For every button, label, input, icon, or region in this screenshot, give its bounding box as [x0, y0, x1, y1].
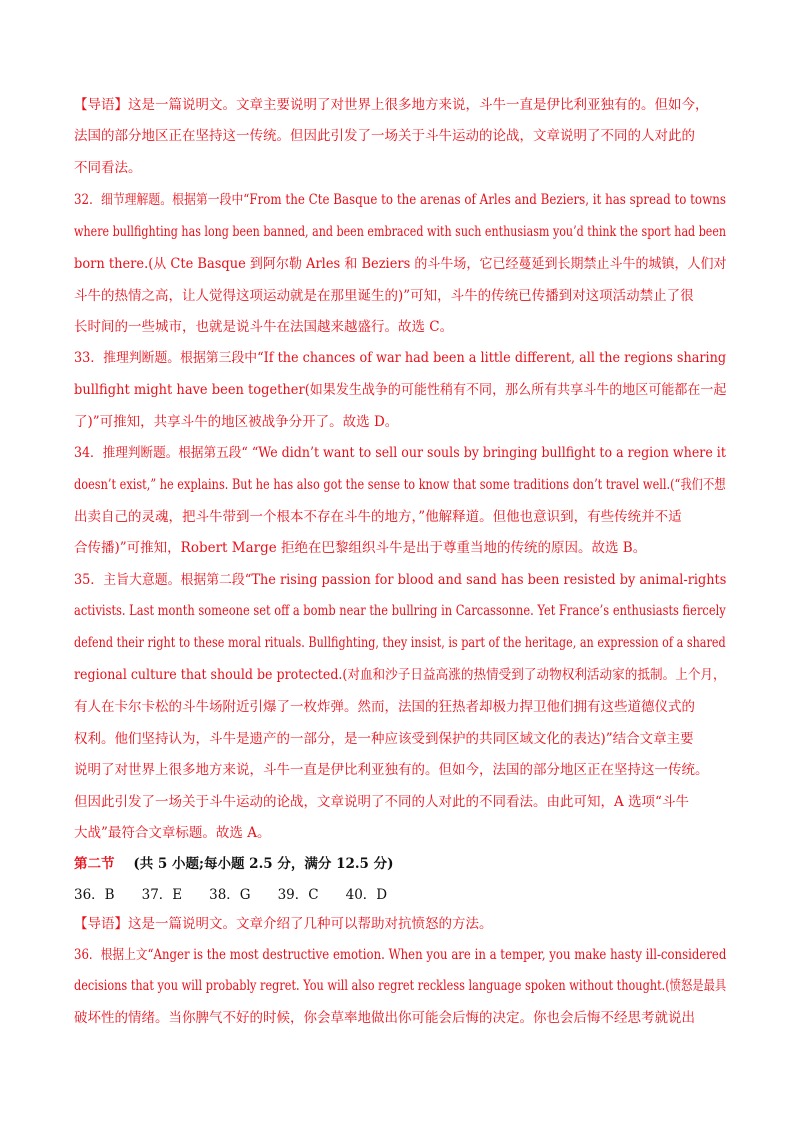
q35-line-1: 35．主旨大意题。根据第二段“The rising passion for blood and sand has been resisted by animal-rights	[74, 572, 727, 588]
q36-line-3: 破坏性的情绪。当你脾气不好的时候，你会草率地做出你可能会后悔的决定。你也会后悔不经思考就说出	[74, 1010, 695, 1026]
intro-line-3: 不同看法。	[74, 160, 142, 176]
q32-line-3: born there.(从 Cte Basque 到阿尔勒 Arles 和 Beziers 的斗牛场，它已经蔓延到长期禁止斗牛的城镇，人们对	[74, 256, 727, 272]
q35-line-4: regional culture that should be protected.(对血和沙子日益高涨的热情受到了动物权利活动家的抵制。上个月，	[74, 667, 726, 683]
intro-line-1: 【导语】这是一篇说明文。文章主要说明了对世界上很多地方来说，斗牛一直是伊比利亚独有的。但如今，	[74, 97, 709, 113]
q35-line-5: 有人在卡尔卡松的斗牛场附近引爆了一枚炸弹。然而，法国的狂热者却极力捍卫他们拥有这些道德仪式的	[74, 699, 695, 715]
section-info: (共 5 小题;每小题 2.5 分，满分 12.5 分)	[133, 856, 394, 872]
q35-line-8: 但因此引发了一场关于斗牛运动的论战，文章说明了不同的人对此的不同看法。由此可知，A 选项“斗牛	[74, 794, 689, 810]
q36-line-2: decisions that you will probably regret. You will also regret reckless language spoken without thought.(愤怒是最具	[74, 978, 727, 994]
q34-line-3: 出卖自己的灵魂，把斗牛带到一个根本不存在斗牛的地方，”他解释道。但他也意识到，有些传统并不适	[74, 509, 682, 525]
section-heading	[74, 854, 394, 874]
section-title: 第二节	[74, 856, 115, 872]
intro-line-2: 法国的部分地区正在坚持这一传统。但因此引发了一场关于斗牛运动的论战，文章说明了不同的人对此的	[74, 128, 695, 144]
q34-line-2: doesn’t exist,” he explains. But he has also got the sense to know that some traditions don’t travel well.(“我们不想	[74, 477, 726, 493]
q34-line-1: 34．推理判断题。根据第五段“ “We didn’t want to sell our souls by bringing bullfight to a region where it	[74, 445, 726, 461]
q35-line-7: 说明了对世界上很多地方来说，斗牛一直是伊比利亚独有的。但如今，法国的部分地区正在坚持这一传统。	[74, 762, 709, 778]
answer-key: 36．B 37．E 38．G 39．C 40．D	[74, 887, 388, 903]
q34-line-4: 合传播)”可推知，Robert Marge 拒绝在巴黎组织斗牛是出于尊重当地的传统的原因。故选 B。	[74, 540, 647, 556]
intro2-line-1: 【导语】这是一篇说明文。文章介绍了几种可以帮助对抗愤怒的方法。	[74, 916, 493, 932]
q32-line-5: 长时间的一些城市，也就是说斗牛在法国越来越盛行。故选 C。	[74, 319, 454, 335]
q35-line-2: activists. Last month someone set off a bomb near the bullring in Carcassonne. Yet France’s enthusiasts fiercely	[74, 603, 726, 619]
q32-line-4: 斗牛的热情之高，让人觉得这项运动就是在那里诞生的)”可知，斗牛的传统已传播到对这项活动禁止了很	[74, 288, 694, 304]
q33-line-3: 了)”可推知，共享斗牛的地区被战争分开了。故选 D。	[74, 414, 399, 430]
q32-line-2: where bullfighting has long been banned, and been embraced with such enthusiasm you’d think the sport had been	[74, 224, 727, 240]
q35-line-3: defend their right to these moral rituals. Bullfighting, they insist, is part of the heritage, an expression of a shared	[74, 635, 726, 651]
q33-line-2: bullfight might have been together(如果发生战争的可能性稍有不同，那么所有共享斗牛的地区可能都在一起	[74, 382, 727, 398]
q36-line-1: 36．根据上文“Anger is the most destructive emotion. When you are in a temper, you make hasty ill-considered	[74, 947, 727, 963]
q35-line-6: 权利。他们坚持认为，斗牛是遗产的一部分，是一种应该受到保护的共同区域文化的表达)”结合文章主要	[74, 731, 694, 747]
q32-line-1: 32．细节理解题。根据第一段中“From the Cte Basque to the arenas of Arles and Beziers, it has spread to towns	[74, 192, 726, 208]
q33-line-1: 33．推理判断题。根据第三段中“If the chances of war had been a little different, all the regions sharing	[74, 350, 727, 366]
q35-line-9: 大战”最符合文章标题。故选 A。	[74, 825, 271, 841]
